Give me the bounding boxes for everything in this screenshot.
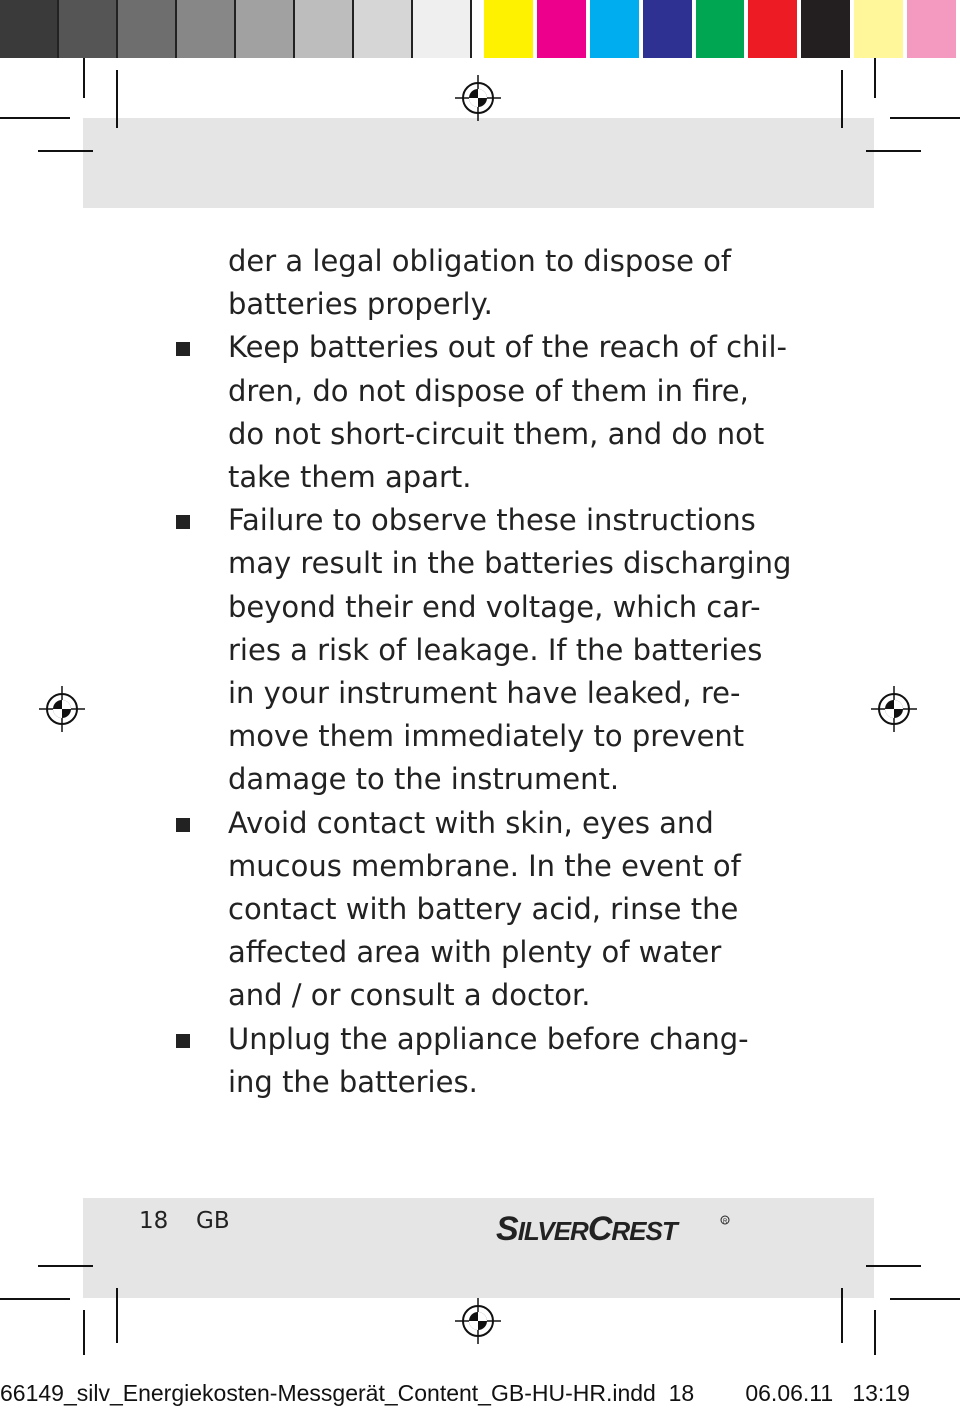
color-swatch <box>696 0 749 58</box>
text-line: move them immediately to prevent <box>228 719 745 754</box>
color-swatch <box>748 0 801 58</box>
bullet-item <box>228 326 788 499</box>
header-band <box>83 118 874 208</box>
crop-mark <box>890 1298 960 1300</box>
text-line: in your instrument have leaked, re- <box>228 676 741 711</box>
page-number: 18 <box>139 1208 169 1234</box>
crop-mark <box>890 117 960 119</box>
color-swatch <box>643 0 696 58</box>
crop-mark <box>866 1265 921 1267</box>
crop-mark <box>841 70 843 128</box>
grayscale-calibration-strip <box>0 0 472 58</box>
text-line: ing the batteries. <box>228 1064 478 1099</box>
svg-text:SILVERCREST: SILVERCREST <box>496 1210 677 1248</box>
slug-date: 06.06.11 <box>745 1380 834 1406</box>
registration-mark-icon <box>453 73 503 123</box>
text-line: Unplug the appliance before chang- <box>228 1021 749 1056</box>
text-line: contact with battery acid, rinse the <box>228 892 739 927</box>
crop-mark <box>874 1310 876 1355</box>
slug-filename: 66149_silv_Energiekosten-Messgerät_Content_GB-HU-HR.indd <box>0 1380 656 1406</box>
text-line: batteries properly. <box>228 287 493 322</box>
crop-mark <box>866 150 921 152</box>
square-bullet-icon <box>176 515 190 529</box>
color-swatch <box>854 0 907 58</box>
gray-swatch <box>236 0 295 58</box>
gray-swatch <box>413 0 472 58</box>
text-line: dren, do not dispose of them in fire, <box>228 373 749 408</box>
color-swatch <box>907 0 960 58</box>
gray-swatch <box>59 0 118 58</box>
slug-time: 13:19 <box>852 1380 910 1406</box>
crop-mark <box>0 117 70 119</box>
registration-mark-icon <box>37 684 87 734</box>
crop-mark <box>116 1288 118 1343</box>
crop-mark <box>83 58 85 98</box>
text-line: take them apart. <box>228 460 472 495</box>
manual-body-text <box>228 240 792 1104</box>
registration-mark-icon <box>453 1296 503 1346</box>
square-bullet-icon <box>176 818 190 832</box>
print-slug <box>0 1380 910 1407</box>
svg-text:R: R <box>723 1219 728 1225</box>
text-line: Avoid contact with skin, eyes and <box>228 805 714 840</box>
bullet-item <box>228 802 748 1018</box>
color-swatch <box>537 0 590 58</box>
crop-mark <box>0 1298 70 1300</box>
gray-swatch <box>354 0 413 58</box>
crop-mark <box>83 1310 85 1355</box>
color-swatch <box>590 0 643 58</box>
registration-mark-icon <box>869 684 919 734</box>
text-line: Keep batteries out of the reach of chil- <box>228 330 788 365</box>
silvercrest-logo <box>496 1206 731 1248</box>
text-line: Failure to observe these instructions <box>228 503 756 538</box>
text-line: may result in the batteries discharging <box>228 546 792 581</box>
color-swatch <box>484 0 537 58</box>
gray-swatch <box>177 0 236 58</box>
text-line: ries a risk of leakage. If the batteries <box>228 632 763 667</box>
text-line: der a legal obligation to dispose of <box>228 244 732 278</box>
text-line: damage to the instrument. <box>228 762 620 797</box>
text-line: mucous membrane. In the event of <box>228 848 741 883</box>
square-bullet-icon <box>176 1034 190 1048</box>
color-swatch <box>801 0 854 58</box>
bullet-item <box>228 499 792 801</box>
bullet-item <box>228 1018 748 1104</box>
crop-mark <box>841 1288 843 1343</box>
crop-mark <box>38 150 93 152</box>
gray-swatch <box>0 0 59 58</box>
text-line: affected area with plenty of water <box>228 935 722 970</box>
continuation-paragraph <box>228 240 748 326</box>
crop-mark <box>874 58 876 98</box>
crop-mark <box>116 70 118 128</box>
text-line: beyond their end voltage, which car- <box>228 589 761 624</box>
text-line: and / or consult a doctor. <box>228 978 591 1013</box>
crop-mark <box>38 1265 93 1267</box>
slug-page: 18 <box>668 1380 695 1406</box>
gray-swatch <box>295 0 354 58</box>
text-line: do not short-circuit them, and do not <box>228 416 765 451</box>
color-calibration-strip <box>484 0 960 58</box>
gray-swatch <box>118 0 177 58</box>
language-code: GB <box>196 1208 230 1234</box>
square-bullet-icon <box>176 342 190 356</box>
